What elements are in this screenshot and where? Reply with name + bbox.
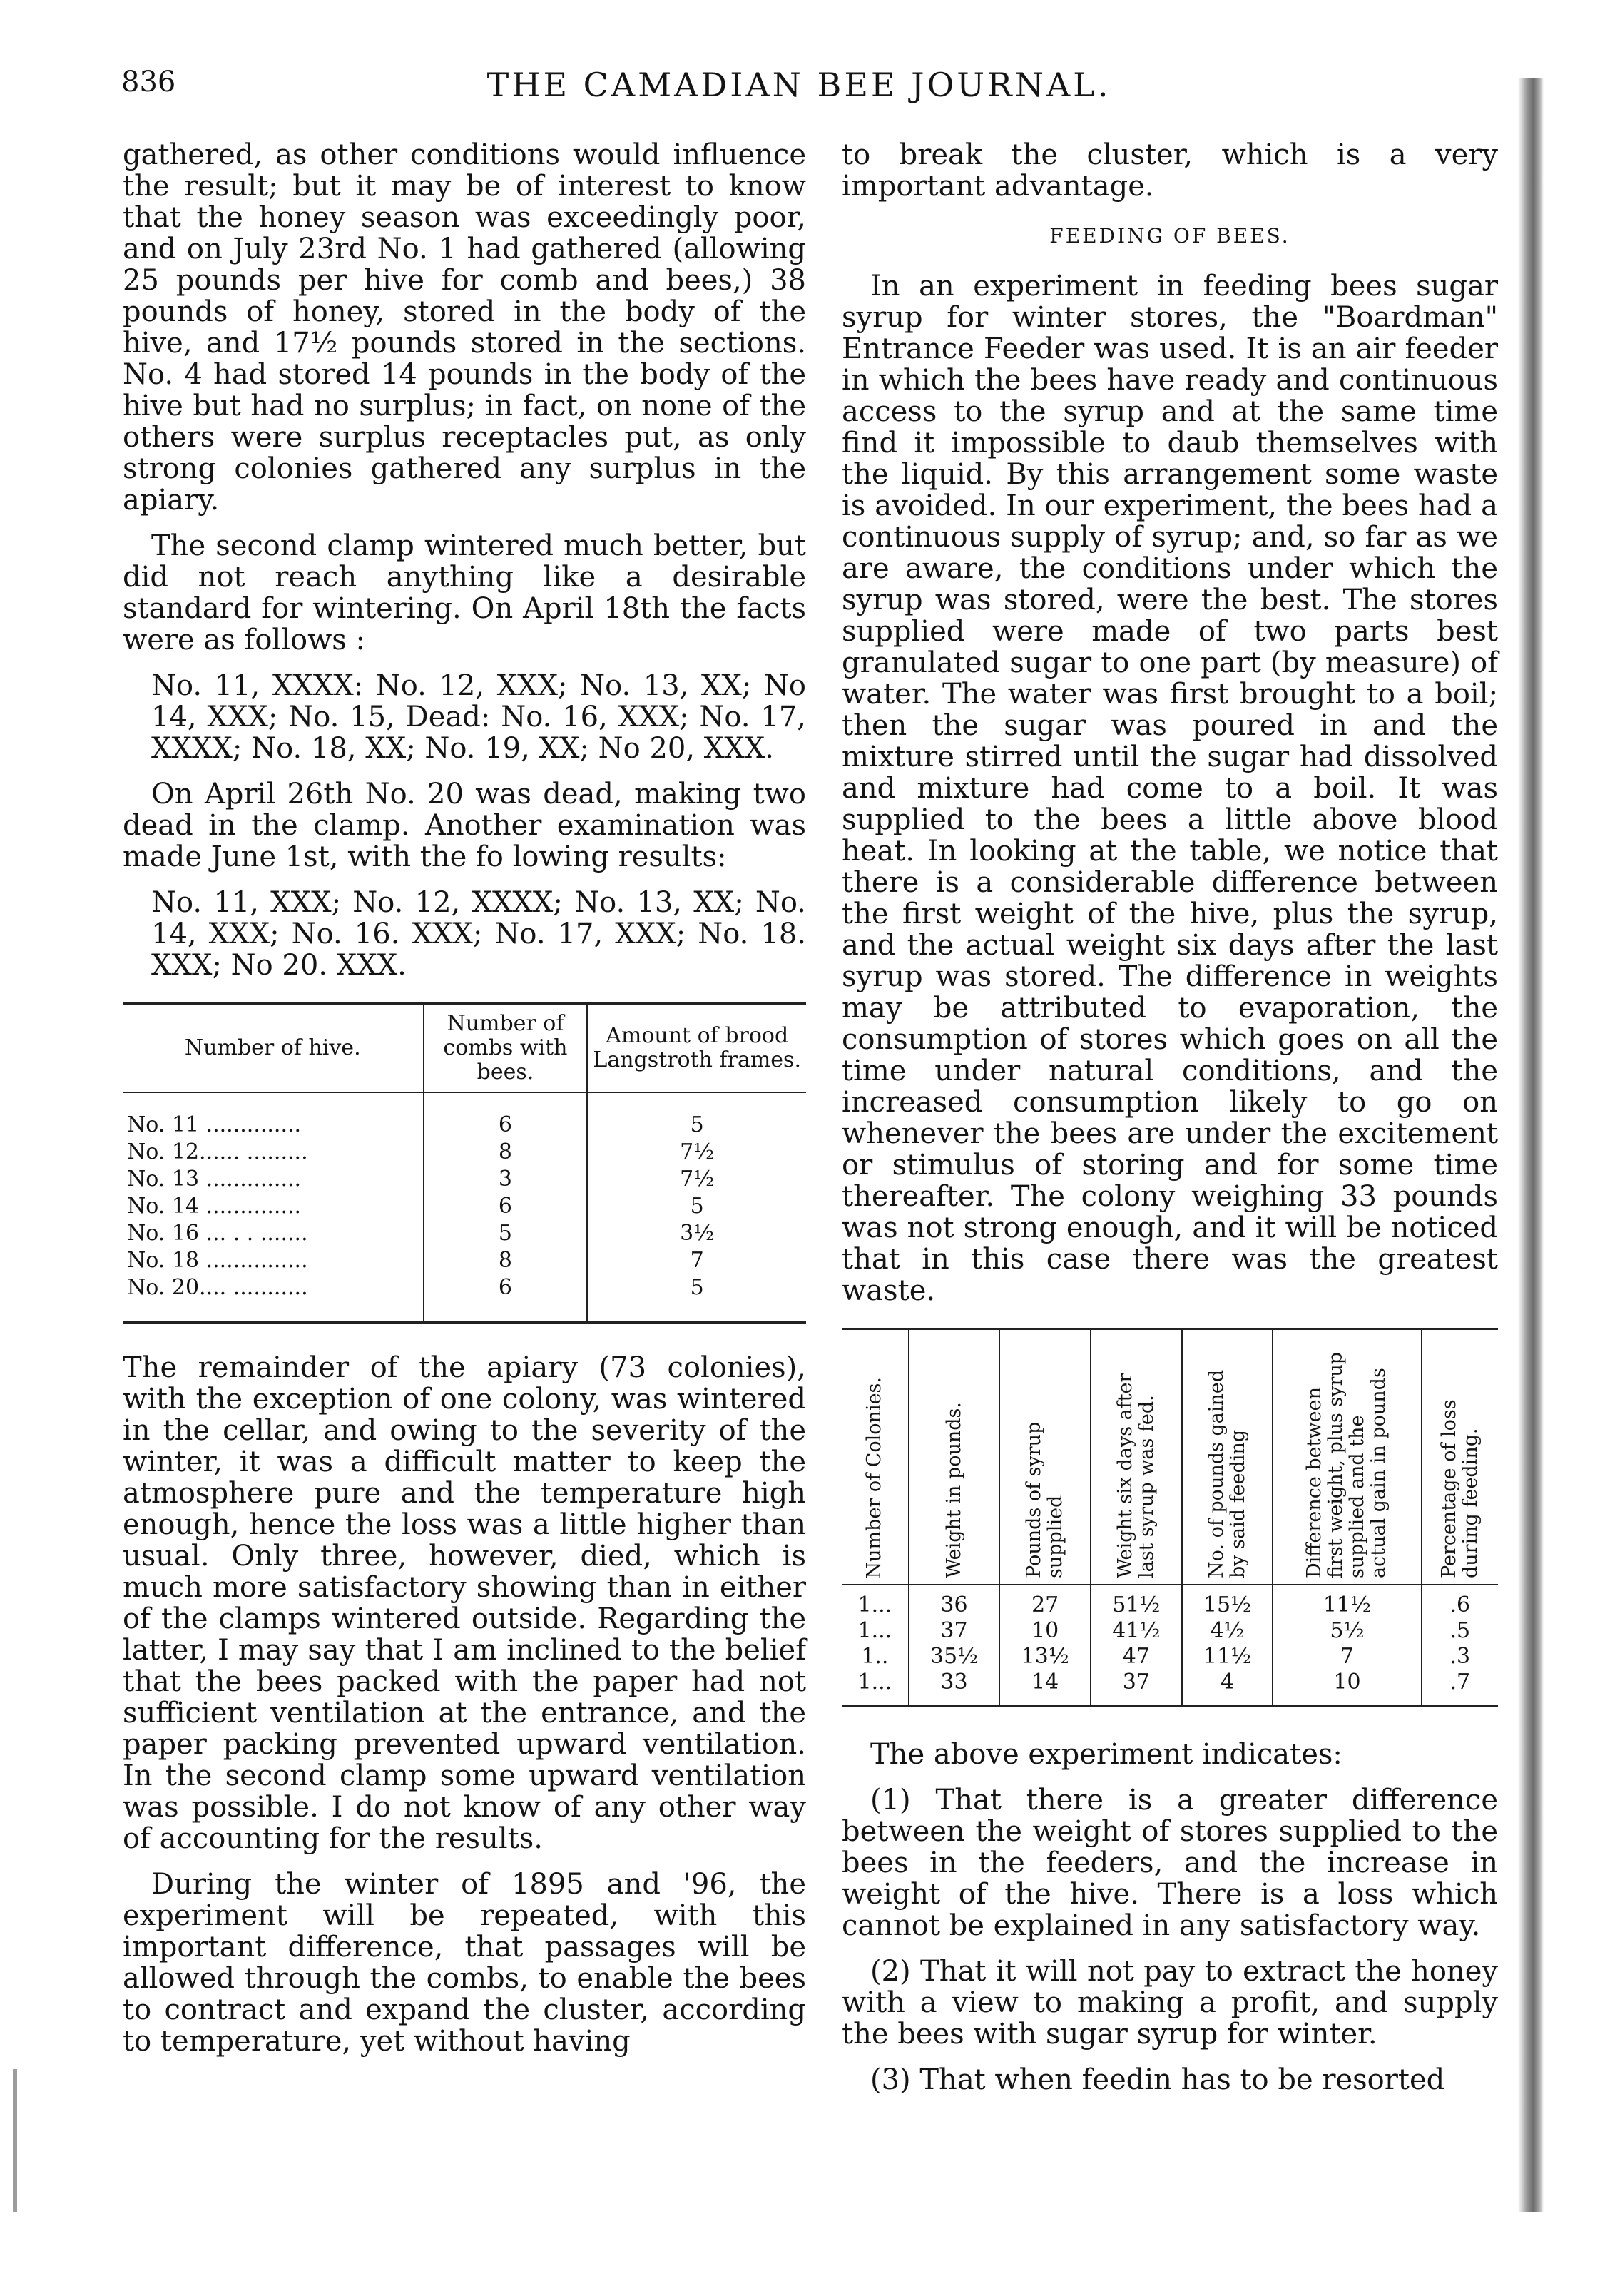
table-cell: 5 bbox=[587, 1092, 806, 1139]
paragraph: During the winter of 1895 and '96, the experiment will be repeated, with this important difference, that passages will be allowed through the combs, to enable the bees to contract and expand the cluster, according to temperature, yet without having bbox=[123, 1868, 806, 2058]
table-cell: 14 bbox=[999, 1670, 1091, 1707]
table-cell: 6 bbox=[424, 1092, 588, 1139]
table-cell: 27 bbox=[999, 1585, 1091, 1618]
page-header bbox=[121, 66, 1477, 108]
table-cell: 1.. bbox=[861, 1644, 889, 1669]
table-cell: 41½ bbox=[1091, 1618, 1182, 1644]
table-cell: 37 bbox=[909, 1618, 1000, 1644]
table-cell: 3 bbox=[424, 1166, 588, 1193]
table-header-row bbox=[842, 1329, 1498, 1585]
table-cell: 15½ bbox=[1182, 1585, 1273, 1618]
paragraph: No. 11, XXXX: No. 12, XXX; No. 13, XX; No 14, XXX; No. 15, Dead: No. 16, XXX; No. 17, XXXX; No. 18, XX; No. 19, XX; No 20, XXX. bbox=[151, 669, 806, 765]
journal-title: THE CAMADIAN BEE JOURNAL. bbox=[486, 66, 1111, 104]
table-cell: 5 bbox=[424, 1220, 588, 1247]
feeding-table bbox=[842, 1328, 1498, 1707]
table-row bbox=[123, 1092, 806, 1139]
column-header: Difference between first weight, plus syrup supplied and the actual gain in pounds bbox=[1273, 1329, 1421, 1585]
paragraph: On April 26th No. 20 was dead, making two dead in the clamp. Another examination was made June 1st, with the fo lowing results: bbox=[123, 778, 806, 873]
paragraph: The second clamp wintered much better, but did not reach anything like a desirable standard for wintering. On April 18th the facts were as follows : bbox=[123, 529, 806, 656]
table-cell: 1... bbox=[857, 1618, 892, 1643]
page-number: 836 bbox=[121, 66, 176, 98]
paragraph: The above experiment indicates: bbox=[870, 1738, 1342, 1771]
paragraph: No. 11, XXX; No. 12, XXXX; No. 13, XX; No. 14, XXX; No. 16. XXX; No. 17, XXX; No. 18. XXX; No 20. XXX. bbox=[151, 886, 806, 982]
table-cell: No. 18 ............... bbox=[127, 1248, 308, 1273]
column-header: Weight six days after last syrup was fed. bbox=[1091, 1329, 1182, 1585]
paragraph: to break the cluster, which is a very important advantage. bbox=[842, 138, 1498, 203]
table-cell: 7 bbox=[587, 1247, 806, 1274]
table-cell: No. 16 ... . . ....... bbox=[127, 1221, 308, 1246]
column-header: Number of hive. bbox=[123, 1004, 424, 1093]
table-cell: 13½ bbox=[999, 1644, 1091, 1670]
table-cell: 5 bbox=[587, 1193, 806, 1220]
table-cell: 47 bbox=[1091, 1644, 1182, 1670]
table-cell: 1... bbox=[857, 1593, 892, 1617]
table-cell: 7½ bbox=[587, 1139, 806, 1166]
column-header: No. of pounds gained by said feeding bbox=[1182, 1329, 1273, 1585]
table-cell: 10 bbox=[999, 1618, 1091, 1644]
table-cell: 4½ bbox=[1182, 1618, 1273, 1644]
table-header-row bbox=[123, 1004, 806, 1093]
table-cell: No. 14 .............. bbox=[127, 1194, 302, 1219]
table-cell: .3 bbox=[1422, 1644, 1498, 1670]
column-header: Percentage of loss during feeding. bbox=[1422, 1329, 1498, 1585]
table-cell: No. 20.... ........... bbox=[123, 1274, 424, 1323]
table-cell: 5½ bbox=[1273, 1618, 1421, 1644]
table-row bbox=[123, 1193, 806, 1220]
table-row bbox=[842, 1670, 1498, 1707]
table-cell: 5 bbox=[587, 1274, 806, 1323]
paragraph: gathered, as other conditions would influence the result; but it may be of interest to know that the honey season was exceedingly poor, and on July 23rd No. 1 had gathered (allowing 25 pounds per hive for comb and bees,) 38 pounds of honey, stored in the body of the hive, and 17½ pounds stored in the sections. No. 4 had stored 14 pounds in the body of the hive but had no surplus; in fact, on none of the others were surplus receptacles put, as only strong colonies gathered any surplus in the apiary. bbox=[123, 138, 806, 517]
table-cell: 11½ bbox=[1273, 1585, 1421, 1618]
table-cell: 7½ bbox=[587, 1166, 806, 1193]
paragraph: In an experiment in feeding bees sugar syrup for winter stores, the "Boardman" Entrance Feeder was used. It is an air feeder in which the bees have ready and continuous access to the syrup and at the same time find it impossible to daub themselves with the liquid. By this arrangement some waste is avoided. In our experiment, the bees had a continuous supply of syrup; and, so far as we are aware, the conditions under which the syrup was stored, were the best. The stores supplied were made of two parts best granulated sugar to one part (by measure) of water. The water was first brought to a boil; then the sugar was poured in and the mixture stirred until the sugar had dissolved and mixture had come to a boil. It was supplied to the bees a little above blood heat. In looking at the table, we notice that there is a considerable difference between the first weight of the hive, plus the syrup, and the actual weight six days after the last syrup was stored. The difference in weights may be attributed to evaporation, the consumption of stores which goes on all the time under natural conditions, and the increased consumption likely to go on whenever the bees are under the excitement or stimulus of storing and for some time thereafter. The colony weighing 33 pounds was not strong enough, and it will be noticed that in this case there was the greatest waste. bbox=[842, 270, 1498, 1307]
table-cell: 8 bbox=[424, 1139, 588, 1166]
hive-table bbox=[123, 1002, 806, 1324]
table-cell: 7 bbox=[1273, 1644, 1421, 1670]
section-heading: FEEDING OF BEES. bbox=[1049, 224, 1290, 248]
left-column bbox=[123, 139, 806, 2071]
table-row bbox=[842, 1644, 1498, 1670]
right-column bbox=[842, 139, 1498, 2110]
table-row bbox=[123, 1139, 806, 1166]
table-cell: No. 11 .............. bbox=[127, 1112, 302, 1137]
table-cell: No. 12...... ......... bbox=[127, 1139, 308, 1164]
column-header: Weight in pounds. bbox=[909, 1329, 1000, 1585]
table-row bbox=[842, 1585, 1498, 1618]
table-cell: .6 bbox=[1422, 1585, 1498, 1618]
paragraph: (3) That when feedin has to be resorted bbox=[870, 2063, 1445, 2096]
table-cell: 6 bbox=[424, 1274, 588, 1323]
column-header: Amount of brood Langstroth frames. bbox=[587, 1004, 806, 1093]
table-cell: No. 13 .............. bbox=[127, 1167, 302, 1192]
table-cell: 51½ bbox=[1091, 1585, 1182, 1618]
table-cell: 4 bbox=[1182, 1670, 1273, 1707]
column-header: Number of combs with bees. bbox=[424, 1004, 588, 1093]
table-row bbox=[842, 1618, 1498, 1644]
table-cell: 37 bbox=[1091, 1670, 1182, 1707]
table-cell: 10 bbox=[1273, 1670, 1421, 1707]
table-cell: 36 bbox=[909, 1585, 1000, 1618]
column-header: Number of Colonies. bbox=[842, 1329, 909, 1585]
paragraph: The remainder of the apiary (73 colonies), with the exception of one colony, was wintered in the cellar, and owing to the severity of the winter, it was a difficult matter to keep the atmosphere pure and the temperature high enough, hence the loss was a little higher than usual. Only three, however, died, which is much more satisfactory showing than in either of the clamps wintered outside. Regarding the latter, I may say that I am inclined to the belief that the bees packed with the paper had not sufficient ventilation at the entrance, and the paper packing prevented upward ventilation. In the second clamp some upward ventilation was possible. I do not know of any other way of accounting for the results. bbox=[123, 1351, 806, 1855]
column-header: Pounds of syrup supplied bbox=[999, 1329, 1091, 1585]
table-cell: .7 bbox=[1422, 1670, 1498, 1707]
paragraph: (1) That there is a greater difference between the weight of stores supplied to the bees in the feeders, and the increase in weight of the hive. There is a loss which cannot be explained in any satisfactory way. bbox=[842, 1784, 1498, 1942]
table-row bbox=[123, 1166, 806, 1193]
table-cell: 35½ bbox=[909, 1644, 1000, 1670]
table-row bbox=[123, 1220, 806, 1247]
table-cell: 8 bbox=[424, 1247, 588, 1274]
table-cell: 3½ bbox=[587, 1220, 806, 1247]
table-cell: 6 bbox=[424, 1193, 588, 1220]
scan-artifact bbox=[13, 2069, 17, 2212]
table-cell: .5 bbox=[1422, 1618, 1498, 1644]
paragraph: (2) That it will not pay to extract the honey with a view to making a profit, and supply the bees with sugar syrup for winter. bbox=[842, 1955, 1498, 2051]
table-row bbox=[123, 1247, 806, 1274]
table-cell: 33 bbox=[909, 1670, 1000, 1707]
table-cell: 1... bbox=[842, 1670, 909, 1707]
table-row bbox=[123, 1274, 806, 1323]
table-cell: 11½ bbox=[1182, 1644, 1273, 1670]
page-binding-edge bbox=[1518, 78, 1544, 2212]
